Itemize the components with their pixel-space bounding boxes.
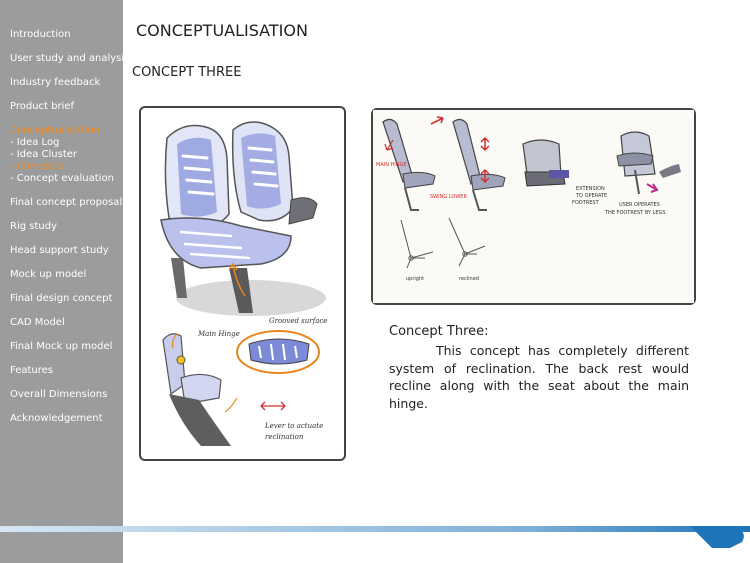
mechanism-sketch-panel bbox=[371, 108, 696, 305]
section-title: CONCEPT THREE bbox=[132, 65, 242, 80]
nav-subitem-idea-log[interactable]: - Idea Log bbox=[10, 137, 60, 148]
nav-item-cad-model[interactable]: CAD Model bbox=[10, 317, 65, 328]
caption-upright: upright bbox=[406, 276, 425, 282]
nav-item-rig-study[interactable]: Rig study bbox=[10, 221, 57, 232]
caption-extension-line2: TO OPERATE bbox=[576, 193, 608, 199]
concept-description: This concept has completely different system of reclination. The back rest would recline along with the seat about the main hinge. bbox=[389, 343, 689, 411]
caption-grooved-surface: Grooved surface bbox=[269, 317, 328, 325]
nav-item-acknowledgement[interactable]: Acknowledgement bbox=[10, 413, 103, 424]
caption-main-hinge-red: MAIN HINGE bbox=[376, 162, 407, 168]
sidebar-nav bbox=[0, 0, 130, 563]
nav-item-conceptualisation[interactable]: Conceptualisation bbox=[10, 125, 100, 136]
seat-sketch-panel bbox=[139, 106, 346, 461]
nav-subitem-idea-cluster[interactable]: - Idea Cluster bbox=[10, 149, 78, 160]
nav-item-introduction[interactable]: Introduction bbox=[10, 29, 71, 40]
caption-reclined: reclined bbox=[459, 276, 479, 282]
footer-wave bbox=[0, 520, 750, 563]
nav-item-head-support-study[interactable]: Head support study bbox=[10, 245, 109, 256]
nav-subitem-concepts[interactable]: - Concepts bbox=[10, 161, 64, 172]
caption-main-hinge: Main Hinge bbox=[198, 330, 240, 338]
nav-subitem-concept-evaluation[interactable]: - Concept evaluation bbox=[10, 173, 114, 184]
nav-item-product-brief[interactable]: Product brief bbox=[10, 101, 75, 112]
caption-lever-line1: Lever to actuate bbox=[265, 422, 324, 430]
nav-item-overall-dimensions[interactable]: Overall Dimensions bbox=[10, 389, 108, 400]
caption-lever-line2: reclination bbox=[265, 433, 304, 441]
nav-item-features[interactable]: Features bbox=[10, 365, 53, 376]
page-title: CONCEPTUALISATION bbox=[136, 21, 308, 40]
caption-user-line1: USER OPERATES bbox=[619, 202, 660, 208]
caption-swing-lower: SWING LOWER bbox=[430, 194, 467, 200]
seat-sketch-image bbox=[141, 108, 344, 459]
nav-item-final-design-concept[interactable]: Final design concept bbox=[10, 293, 113, 304]
nav-item-final-mock-up-model[interactable]: Final Mock up model bbox=[10, 341, 113, 352]
nav-item-industry-feedback[interactable]: Industry feedback bbox=[10, 77, 101, 88]
nav-item-user-study[interactable]: User study and analysis bbox=[10, 53, 130, 64]
concept-heading: Concept Three: bbox=[389, 324, 489, 339]
nav-item-mock-up-model[interactable]: Mock up model bbox=[10, 269, 87, 280]
caption-extension-line1: EXTENSION bbox=[576, 186, 605, 192]
nav-item-final-concept-proposal[interactable]: Final concept proposal bbox=[10, 197, 123, 208]
caption-user-line2: THE FOOTREST BY LEGS bbox=[605, 210, 666, 216]
caption-extension-line3: FOOTREST bbox=[572, 200, 599, 206]
